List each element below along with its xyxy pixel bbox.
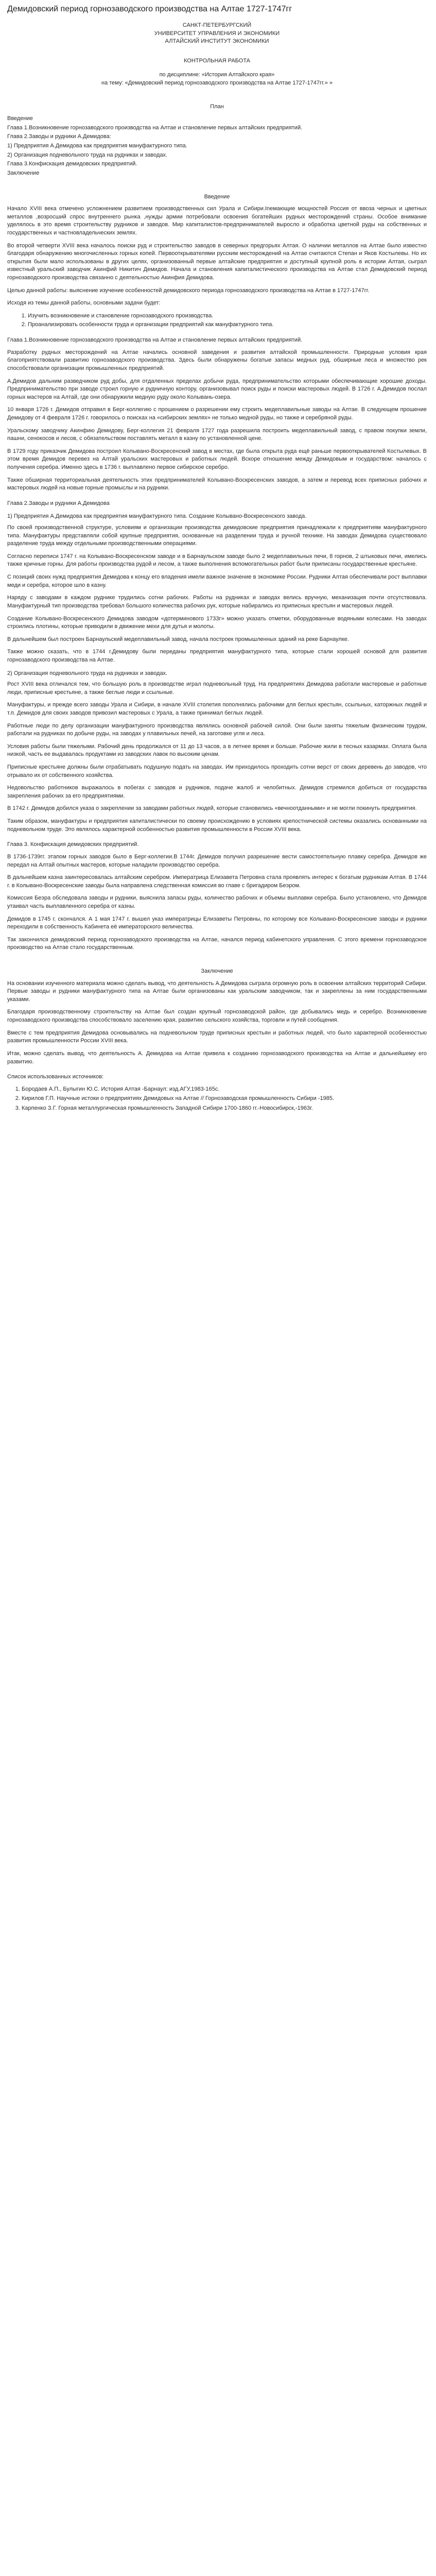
intro-task: 1. Изучить возникновение и становление горнозаводского производства. xyxy=(28,312,427,320)
chapter-2-paragraph: Таким образом, мануфактуры и предприятия капиталистически по своему происхождению в условиях крепостнической системы оказались основанными на подневольном труде. Это являлось характерной особенностью развития промышленности в России XVIII века. xyxy=(7,818,427,833)
plan-item: Глава 1.Возникновение горнозаводского производства на Алтае и становление первых алтайских предприятий. xyxy=(7,124,303,131)
reference-item: 2. Кирилов Г.П. Научные истоки о предприятиях Демидовых на Алтае // Горнозаводская промышленность Сибири -1985. xyxy=(22,1095,427,1103)
chapter-1-paragraph: А.Демидов дальним разведчиком руд добы, для отдаленных пределах добычи руда, предпринимательство которыми обеспечивающие хорошие доходы. Предпринимательство при заводе строил горную и рудничную контору, организовывал поиск руды и поиски мастеровых людей. В 1726 г. А.Демидов послал горных мастеров на Алтай, где они обнаружили медную руду около Колывань-озера. xyxy=(7,378,427,400)
chapter-2-paragraph: Работные люди по делу организации мануфактурного производства являлись основной рабочей силой. Они были заняты тяжелым физическим трудом, работали на рудниках по добыче руды, на заводах у плавильных печей, на заготовке угля и леса. xyxy=(7,722,427,737)
chapter-3-paragraph: В дальнейшем казна заинтересовалась алтайским серебром. Императрица Елизавета Петровна стала проявлять интерес к богатым рудникам Алтая. В 1744 г. в Колывано-Воскресенские заводы была направлена следственная комиссия во главе с бригадиром Беэром. xyxy=(7,874,427,889)
chapter-2-paragraph: Создание Колывано-Воскресенского Демидова заводом «дотерминового 1733г» можно указать отметки, оборудованные водяными колесами. На заводах строились плотины, которые приводили в движение мехи для дутья и молоты. xyxy=(7,615,427,630)
document-page xyxy=(0,0,436,1135)
intro-task: 2. Проанализировать особенности труда и организации предприятий как мануфактурного типа. xyxy=(28,321,427,329)
chapter-1-paragraph: Разработку рудных месторождений на Алтае начались основной заведения и развития алтайской промышленности. Природные условия края благоприятствовали развитию горнозаводского производства. Здесь были обнаружены богатые запасы медных руд, обширные леса и множество рек способствовали организации промышленных предприятий. xyxy=(7,349,427,371)
title-page xyxy=(7,22,427,88)
plan-item: 1) Предприятия А.Демидова как предприятия мануфактурного типа. xyxy=(7,143,187,149)
document-title: Демидовский период горнозаводского производства на Алтае 1727-1747гг xyxy=(7,5,292,13)
chapter-2-paragraph: С позиций своих нужд предприятия Демидова к концу его владения имели важное значение в экономике России. Рудники Алтая обеспечивали рост выплавки меди и серебра, которое шло в казну. xyxy=(7,574,427,588)
conclusion-section xyxy=(7,980,427,1066)
university-line-2: УНИВЕРСИТЕТ УПРАВЛЕНИЯ И ЭКОНОМИКИ xyxy=(154,30,280,37)
chapter-3-paragraph: В 1736-1739гг. этапом горных заводов было в Берг-коллегии.В 1744г. Демидов получил разрешение вести самостоятельную плавку серебра. Демидов же передал на Алтай опытных мастеров, которые наладили производство серебра. xyxy=(7,853,427,868)
chapter-2-paragraph: Мануфактуры, и прежде всего заводы Урала и Сибири, в начале XVIII столетия пополнялись рабочими для беглых крестьян, ссыльных, каторжных людей и т.п. Демидов для своих заводов привозил мастеровых с Урала, а также принимал беглых людей. xyxy=(7,702,427,716)
institute-line: АЛТАЙСКИЙ ИНСТИТУТ ЭКОНОМИКИ xyxy=(165,38,269,45)
plan-item: Глава 3.Конфискация демидовских предприятий. xyxy=(7,161,137,167)
chapter-2-paragraph: Условия работы были тяжелыми. Рабочий день продолжался от 11 до 13 часов, а в летнее время и больше. Рабочие жили в тесных казармах. Оплата была низкой, часть ее выдавалась продуктами из заводских лавок по высоким ценам. xyxy=(7,743,427,758)
references-section xyxy=(7,1073,427,1112)
intro-paragraph: Начало XVIII века отмечено усложнением развитием производственных сил Урала и Сибири.Ineмающие мощностей Россия от ввоза черных и цветных металлов ,возросший спрос внутреннего рынка ,нужды армии потребовали освоения богатейших рудных месторождений страны. Особое внимание уделялось в это время строительству рудников и заводов. Мир капиталистов-предпринимателей выросло и обработка цветной руды на собственных и государственных и частновладельческих землях. xyxy=(7,206,427,236)
intro-paragraph: Исходя из темы данной работы, основными задачи будет: xyxy=(7,300,161,307)
plan-item: Заключение xyxy=(7,170,40,176)
chapter-2-paragraph: Наряду с заводами в каждом руднике трудились сотни рабочих. Работы на рудниках и заводах велись вручную, механизация почти отсутствовала. Мануфактурный тип производства требовал большого количества рабочих рук, которые набирались из приписных крестьян и мастеровых людей. xyxy=(7,595,427,609)
plan-item: Введение xyxy=(7,115,33,122)
conclusion-paragraph: Вместе с тем предприятия Демидова основывались на подневольном труде приписных крестьян и работных людей, что было характерной особенностью развития промышленности России XVIII века. xyxy=(7,1029,427,1044)
chapter-2-subsection-1-title: 1) Предприятия А.Демидова как предприятия мануфактурного типа. Создание Колывано-Воскресенского завода. xyxy=(7,513,307,520)
plan-item: 2) Организация подневольного труда на рудниках и заводах. xyxy=(7,151,168,158)
plan-heading: План xyxy=(210,103,224,110)
university-line-1: САНКТ-ПЕТЕРБУРГСКИЙ xyxy=(182,22,252,28)
chapter-3 xyxy=(7,841,427,952)
intro-paragraph: Целью данной работы: выяснение изучение особенностей демидовского периода горнозаводского производства на Алтае в 1727-1747гг. xyxy=(7,287,370,294)
chapter-2-paragraph: Недовольство работников выражалось в побегах с заводов и рудников, подаче жалоб и челобитных. Демидов стремился добиться от государства закрепления рабочих за его предприятиями. xyxy=(7,785,427,799)
chapter-1-paragraph: Также обширная территориальная деятельность этих предпринимателей Колывано-Воскресенских заводов, а затем и перевод всех приписных рабочих и мастеровых людей на новые горные промыслы и на рудники. xyxy=(7,477,427,492)
chapter-1-paragraph: Уральскому заводчику Акинфию Демидову, Берг-коллегия 21 февраля 1727 года разрешила построить медеплавильный завод, с правом покупки земли, пашни, сенокосов и лесов, с обязательством поставлять металл в казну по установленной цене. xyxy=(7,427,427,442)
plan-list xyxy=(7,115,427,177)
references-heading: Список использованных источников: xyxy=(7,1074,104,1080)
chapter-1 xyxy=(7,336,427,493)
intro-heading: Введение xyxy=(204,193,230,200)
conclusion-paragraph: На основании изученного материала можно сделать вывод, что деятельность А.Демидова сыграла огромную роль в освоении алтайских территорий Сибири. Первые заводы и рудники мануфактурного типа на Алтае были организованы как уральским заводчиком, так и закреплены за ним государственными указами. xyxy=(7,980,427,1003)
chapter-2 xyxy=(7,500,427,834)
intro-section xyxy=(7,205,427,329)
chapter-1-paragraph: В 1729 году приказчик Демидова построил Колывано-Воскресенский завод в местах, где была открыта руда ещё раньше первооткрывателей Костылевых. В этом время Демидов перевез на Алтай уральских мастеровых и работных людей. Вскоре отношение между Демидовым и государством: началось с получения серебра. Именно здесь в 1736 г. выплавлено первое сибирское серебро. xyxy=(7,448,427,470)
chapter-2-paragraph: Приписные крестьяне должны были отрабатывать подушную подать на заводах. Им приходилось проходить сотни верст от своих деревень до заводов, что отрывало их от собственного хозяйства. xyxy=(7,764,427,778)
chapter-2-paragraph: Согласно переписи 1747 г. на Колывано-Воскресенском заводе и в Барнаульском заводе было 2 медеплавильных печи, 8 горнов, 2 штыковых печи, имелись также кричные горны. Для работы производства рудой и лесом, а также выполнения вспомогательных работ были приписаны государственные крестьяне. xyxy=(7,553,427,568)
conclusion-paragraph: Благодаря производственному строительству на Алтае был создан крупный горнозаводской район, где добывались медь и серебро. Возникновение горнозаводского производства способствовало заселению края, развитию сельского хозяйства, торговли и путей сообщения. xyxy=(7,1009,427,1024)
reference-item: 1. Бородаев А.П., Булыгин Ю.С. История Алтая -Барнаул: изд.АГУ,1983-165с. xyxy=(22,1086,427,1094)
chapter-1-paragraph: 10 января 1726 г. Демидов отправил в Берг-коллегию с прошением о разрешении ему строить медеплавильные заводы на Алтае. В следующем прошение Демидову от 4 февраля 1726 г. говорилось о поисках на «сибирских землях» не только медной руды, но также и серебряной руды. xyxy=(7,406,427,421)
reference-item: 3. Карпенко З.Г. Горная металлургическая промышленность Западной Сибири 1700-1860 гг.-Новосибирск,-1963г. xyxy=(22,1105,427,1113)
chapter-2-subsection-2-title: 2) Организация подневольного труда на рудниках и заводах. xyxy=(7,670,168,676)
intro-paragraph: Во второй четверти XVIII века началось поиски руд и строительство заводов в северных предгорьях Алтая. О наличии металлов на Алтае было известно благодаря обнаружению многочисленных горных копей. Первооткрывателями русским месторождений на Алтае считаются Степан и Яков Костылевы. Но их открытия были мало использованы в других целях, организованный первые алтайские предприятия и доступный крупной роль в истории Алтая, сыграл известный уральский заводчик Акинфий Никитич Демидов. Начала и становления капиталистического производства на Алтае стал Демидовский период горнозаводского производства связанно с деятельностью Акинфия Демидова. xyxy=(7,242,427,281)
references-list xyxy=(7,1086,427,1113)
chapter-2-paragraph: По своей производственной структуре, условиям и организации производства демидовские предприятия принадлежали к предприятиям мануфактурного типа. Мануфактуры представляли собой крупные предприятия, основанные на разделении труда и ручной технике. На заводах Демидова существовало разделение труда между отдельными производственными операциями. xyxy=(7,524,427,547)
chapter-2-paragraph: В дальнейшем был построен Барнаульский медеплавильный завод, начала построек промышленных зданий на реке Барнаулке. xyxy=(7,636,349,642)
discipline-line: по дисциплине: «История Алтайского края» xyxy=(159,72,275,78)
chapter-1-title: Глава 1.Возникновение горнозаводского производства на Алтае и становление первых алтайских предприятий. xyxy=(7,337,303,344)
plan-item: Глава 2.Заводы и рудники А.Демидова: xyxy=(7,133,111,140)
chapter-3-title: Глава 3. Конфискация демидовских предприятий. xyxy=(7,841,139,848)
work-type: КОНТРОЛЬНАЯ РАБОТА xyxy=(183,57,251,64)
chapter-2-paragraph: Также можно сказать, что в 1744 г.Демидову были переданы предприятия мануфактурного типа, которые стали хорошей основой для развития горнозаводского производства на Алтае. xyxy=(7,649,427,663)
conclusion-heading: Заключение xyxy=(201,968,233,975)
chapter-2-paragraph: Рост XVIII века отличался тем, что большую роль в производстве играл подневольный труд. На предприятиях Демидова работали мастеровые и работные люди, приписные крестьяне, а также беглые люди и ссыльные. xyxy=(7,681,427,696)
intro-task-list xyxy=(7,312,427,329)
chapter-3-paragraph: Так закончился демидовский период горнозаводского производства на Алтае, начался период кабинетского управления. С этого времени горнозаводское производство на Алтае стало государственным. xyxy=(7,936,427,951)
chapter-3-paragraph: Комиссия Беэра обследовала заводы и рудники, выяснила запасы руды, количество рабочих и объемы выплавки серебра. Было установлено, что Демидов утаивал часть выплавленного серебра от казны. xyxy=(7,895,427,909)
chapter-2-paragraph: В 1742 г. Демидов добился указа о закреплении за заводами работных людей, которые становились «вечноотданными» и не могли покинуть предприятия. xyxy=(7,805,417,812)
topic-line: на тему: «Демидовский период горнозаводского производства на Алтае 1727-1747гг.» » xyxy=(101,80,333,87)
chapter-2-title: Глава 2.Заводы и рудники А.Демидова xyxy=(7,500,110,506)
chapter-3-paragraph: Демидов в 1745 г. скончался. А 1 мая 1747 г. вышел указ императрицы Елизаветы Петровны, по которому все Колывано-Воскресенские заводы и рудники переходили в собственность Кабинета её императорского величества. xyxy=(7,916,427,930)
conclusion-paragraph: Итак, можно сделать вывод, что деятельность А. Демидова на Алтае привела к созданию горнозаводского производства на Алтае и дальнейшему его развитию. xyxy=(7,1050,427,1065)
